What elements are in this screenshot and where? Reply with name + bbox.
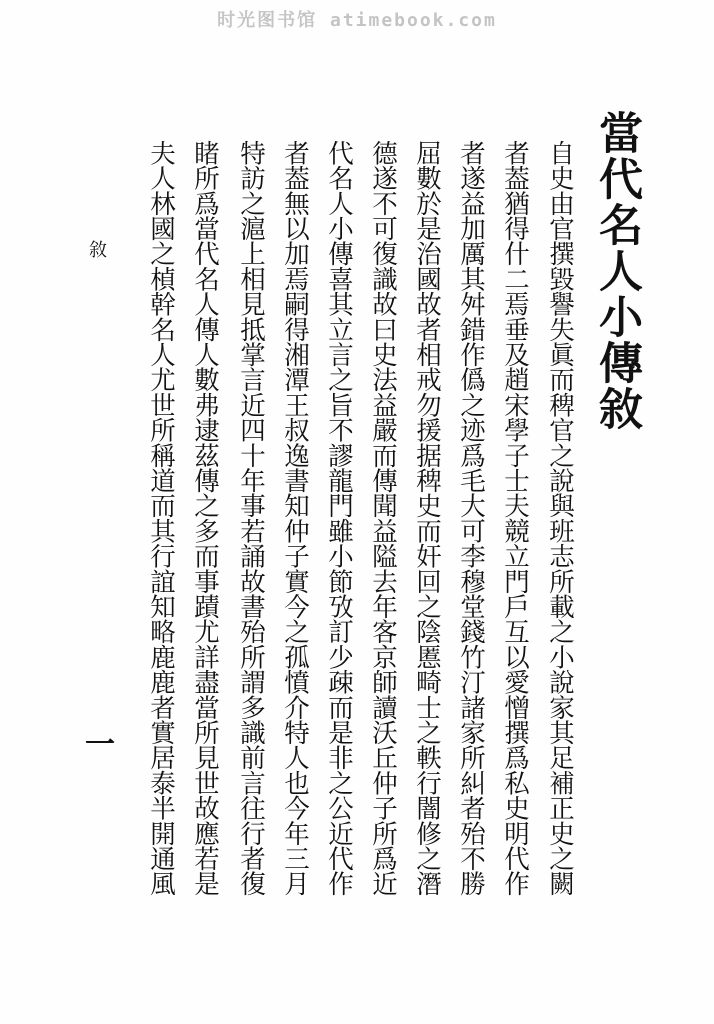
text-column-4: 屈數於是治國故者相戒勿援据稗史而奸回之陰慝畸士之軼行闇修之潛: [412, 140, 442, 897]
page-title: 當代名人小傳敘: [591, 110, 642, 432]
text-column-7: 者葢無以加焉嗣得湘潭王叔逸書知仲子實今之孤憤介特人也今年三月: [280, 140, 310, 897]
watermark: 时光图书馆 atimebook.com: [217, 10, 497, 31]
text-column-9: 睹所爲當代名人傳人數弗逮茲傳之多而事蹟尤詳盡當所見世故應若是: [190, 140, 220, 897]
text-column-5: 德遂不可復識故曰史法益嚴而傳聞益隘去年客京師讀沃丘仲子所爲近: [368, 140, 398, 897]
page-number: 一: [79, 728, 114, 758]
text-column-8: 特訪之滬上相見抵掌言近四十年事若誦故書殆所謂多識前言往行者復: [236, 140, 266, 897]
text-column-2: 者葢猶得什二焉垂及趙宋學子士夫競立門戶互以愛憎撰爲私史明代作: [500, 140, 530, 897]
text-column-1: 自史由官撰毀譽失眞而稗官之說與班志所載之小說家其足補正史之闕: [545, 140, 575, 897]
text-column-10: 夫人林國之楨幹名人尤世所稱道而其行誼知略鹿鹿者實居泰半開通風: [146, 140, 176, 897]
text-column-3: 者遂益加厲其舛錯作僞之迹爲毛大可李穆堂錢竹汀諸家所糾者殆不勝: [456, 140, 486, 897]
section-label: 敘: [86, 240, 107, 258]
text-column-6: 代名人小傳喜其立言之旨不謬龍門雖小節攷訂少疎而是非之公近代作: [324, 140, 354, 897]
